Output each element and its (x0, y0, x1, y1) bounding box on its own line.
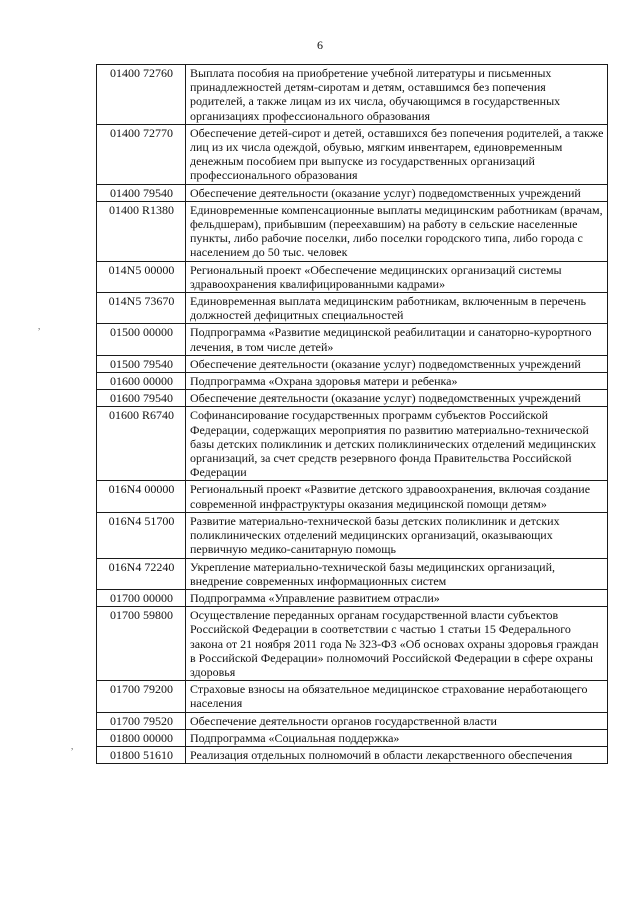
row-code: 01400 72770 (97, 124, 186, 184)
row-description: Обеспечение деятельности (оказание услуг) подведомственных учреждений (186, 390, 608, 407)
row-code: 016N4 51700 (97, 512, 186, 558)
row-description: Подпрограмма «Охрана здоровья матери и ребенка» (186, 373, 608, 390)
table-row (97, 124, 608, 184)
row-description: Региональный проект «Обеспечение медицинских организаций системы здравоохранения квалифицированными кадрами» (186, 261, 608, 292)
table-row (97, 293, 608, 324)
scan-speck: , (38, 321, 41, 331)
scan-speck: , (71, 741, 74, 751)
row-code: 01400 72760 (97, 65, 186, 125)
row-code: 01700 00000 (97, 589, 186, 606)
row-description: Страховые взносы на обязательное медицинское страхование неработающего населения (186, 681, 608, 712)
table-row (97, 390, 608, 407)
table-row (97, 65, 608, 125)
table-row (97, 746, 608, 763)
table-row (97, 184, 608, 201)
table-row (97, 373, 608, 390)
row-description: Развитие материально-технической базы детских поликлиник и детских поликлинических отделений медицинских организаций, оказывающих первичную медико-санитарную помощь (186, 512, 608, 558)
table-row (97, 607, 608, 681)
row-description: Обеспечение детей-сирот и детей, оставшихся без попечения родителей, а также лиц из их числа одеждой, обувью, мягким инвентарем, единовременным денежным пособием при выпуске из государственных организаций профессионального образования (186, 124, 608, 184)
row-code: 01400 79540 (97, 184, 186, 201)
row-description: Единовременная выплата медицинским работникам, включенным в перечень должностей дефицитных специальностей (186, 293, 608, 324)
budget-codes-table (96, 64, 608, 764)
table-row (97, 558, 608, 589)
row-code: 01700 59800 (97, 607, 186, 681)
row-description: Подпрограмма «Развитие медицинской реабилитации и санаторно-курортного лечения, в том числе детей» (186, 324, 608, 355)
row-code: 01600 00000 (97, 373, 186, 390)
table-row (97, 407, 608, 481)
row-code: 01700 79520 (97, 712, 186, 729)
table-body (97, 65, 608, 764)
table-row (97, 324, 608, 355)
row-code: 01500 79540 (97, 355, 186, 372)
table-row (97, 201, 608, 261)
row-code: 014N5 00000 (97, 261, 186, 292)
row-code: 01600 R6740 (97, 407, 186, 481)
row-description: Региональный проект «Развитие детского здравоохранения, включая создание современной инфраструктуры оказания медицинской помощи детям» (186, 481, 608, 512)
table-row (97, 355, 608, 372)
table-row (97, 681, 608, 712)
row-description: Осуществление переданных органам государственной власти субъектов Российской Федерации в соответствии с частью 1 статьи 15 Федерального закона от 21 ноября 2011 года № 323-ФЗ «Об основах охраны здоровья граждан в Российской Федерации» полномочий Российской Федерации в сфере охраны здоровья (186, 607, 608, 681)
row-code: 014N5 73670 (97, 293, 186, 324)
page-number: 6 (317, 38, 323, 52)
row-description: Обеспечение деятельности органов государственной власти (186, 712, 608, 729)
row-description: Подпрограмма «Управление развитием отрасли» (186, 589, 608, 606)
row-code: 01500 00000 (97, 324, 186, 355)
row-description: Подпрограмма «Социальная поддержка» (186, 729, 608, 746)
table-row (97, 261, 608, 292)
row-code: 016N4 72240 (97, 558, 186, 589)
row-description: Обеспечение деятельности (оказание услуг) подведомственных учреждений (186, 355, 608, 372)
table-row (97, 729, 608, 746)
row-description: Софинансирование государственных программ субъектов Российской Федерации, содержащих мероприятия по развитию материально-технической базы детских поликлиник и детских поликлинических отделений медицинских организаций, за счет средств резервного фонда Правительства Российской Федерации (186, 407, 608, 481)
row-description: Единовременные компенсационные выплаты медицинским работникам (врачам, фельдшерам), прибывшим (переехавшим) на работу в сельские населенные пункты, либо рабочие поселки, либо поселки городского типа, либо города с населением до 50 тыс. человек (186, 201, 608, 261)
row-code: 016N4 00000 (97, 481, 186, 512)
row-code: 01700 79200 (97, 681, 186, 712)
table-row (97, 481, 608, 512)
row-code: 01800 51610 (97, 746, 186, 763)
table-row (97, 712, 608, 729)
table-row (97, 512, 608, 558)
row-code: 01400 R1380 (97, 201, 186, 261)
row-code: 01800 00000 (97, 729, 186, 746)
row-description: Обеспечение деятельности (оказание услуг) подведомственных учреждений (186, 184, 608, 201)
row-description: Выплата пособия на приобретение учебной литературы и письменных принадлежностей детям-сиротам и детям, оставшимся без попечения родителей, а также лицам из их числа, обучающимся в государственных организациях профессионального образования (186, 65, 608, 125)
row-description: Укрепление материально-технической базы медицинских организаций, внедрение современных информационных систем (186, 558, 608, 589)
row-code: 01600 79540 (97, 390, 186, 407)
row-description: Реализация отдельных полномочий в области лекарственного обеспечения (186, 746, 608, 763)
table-row (97, 589, 608, 606)
